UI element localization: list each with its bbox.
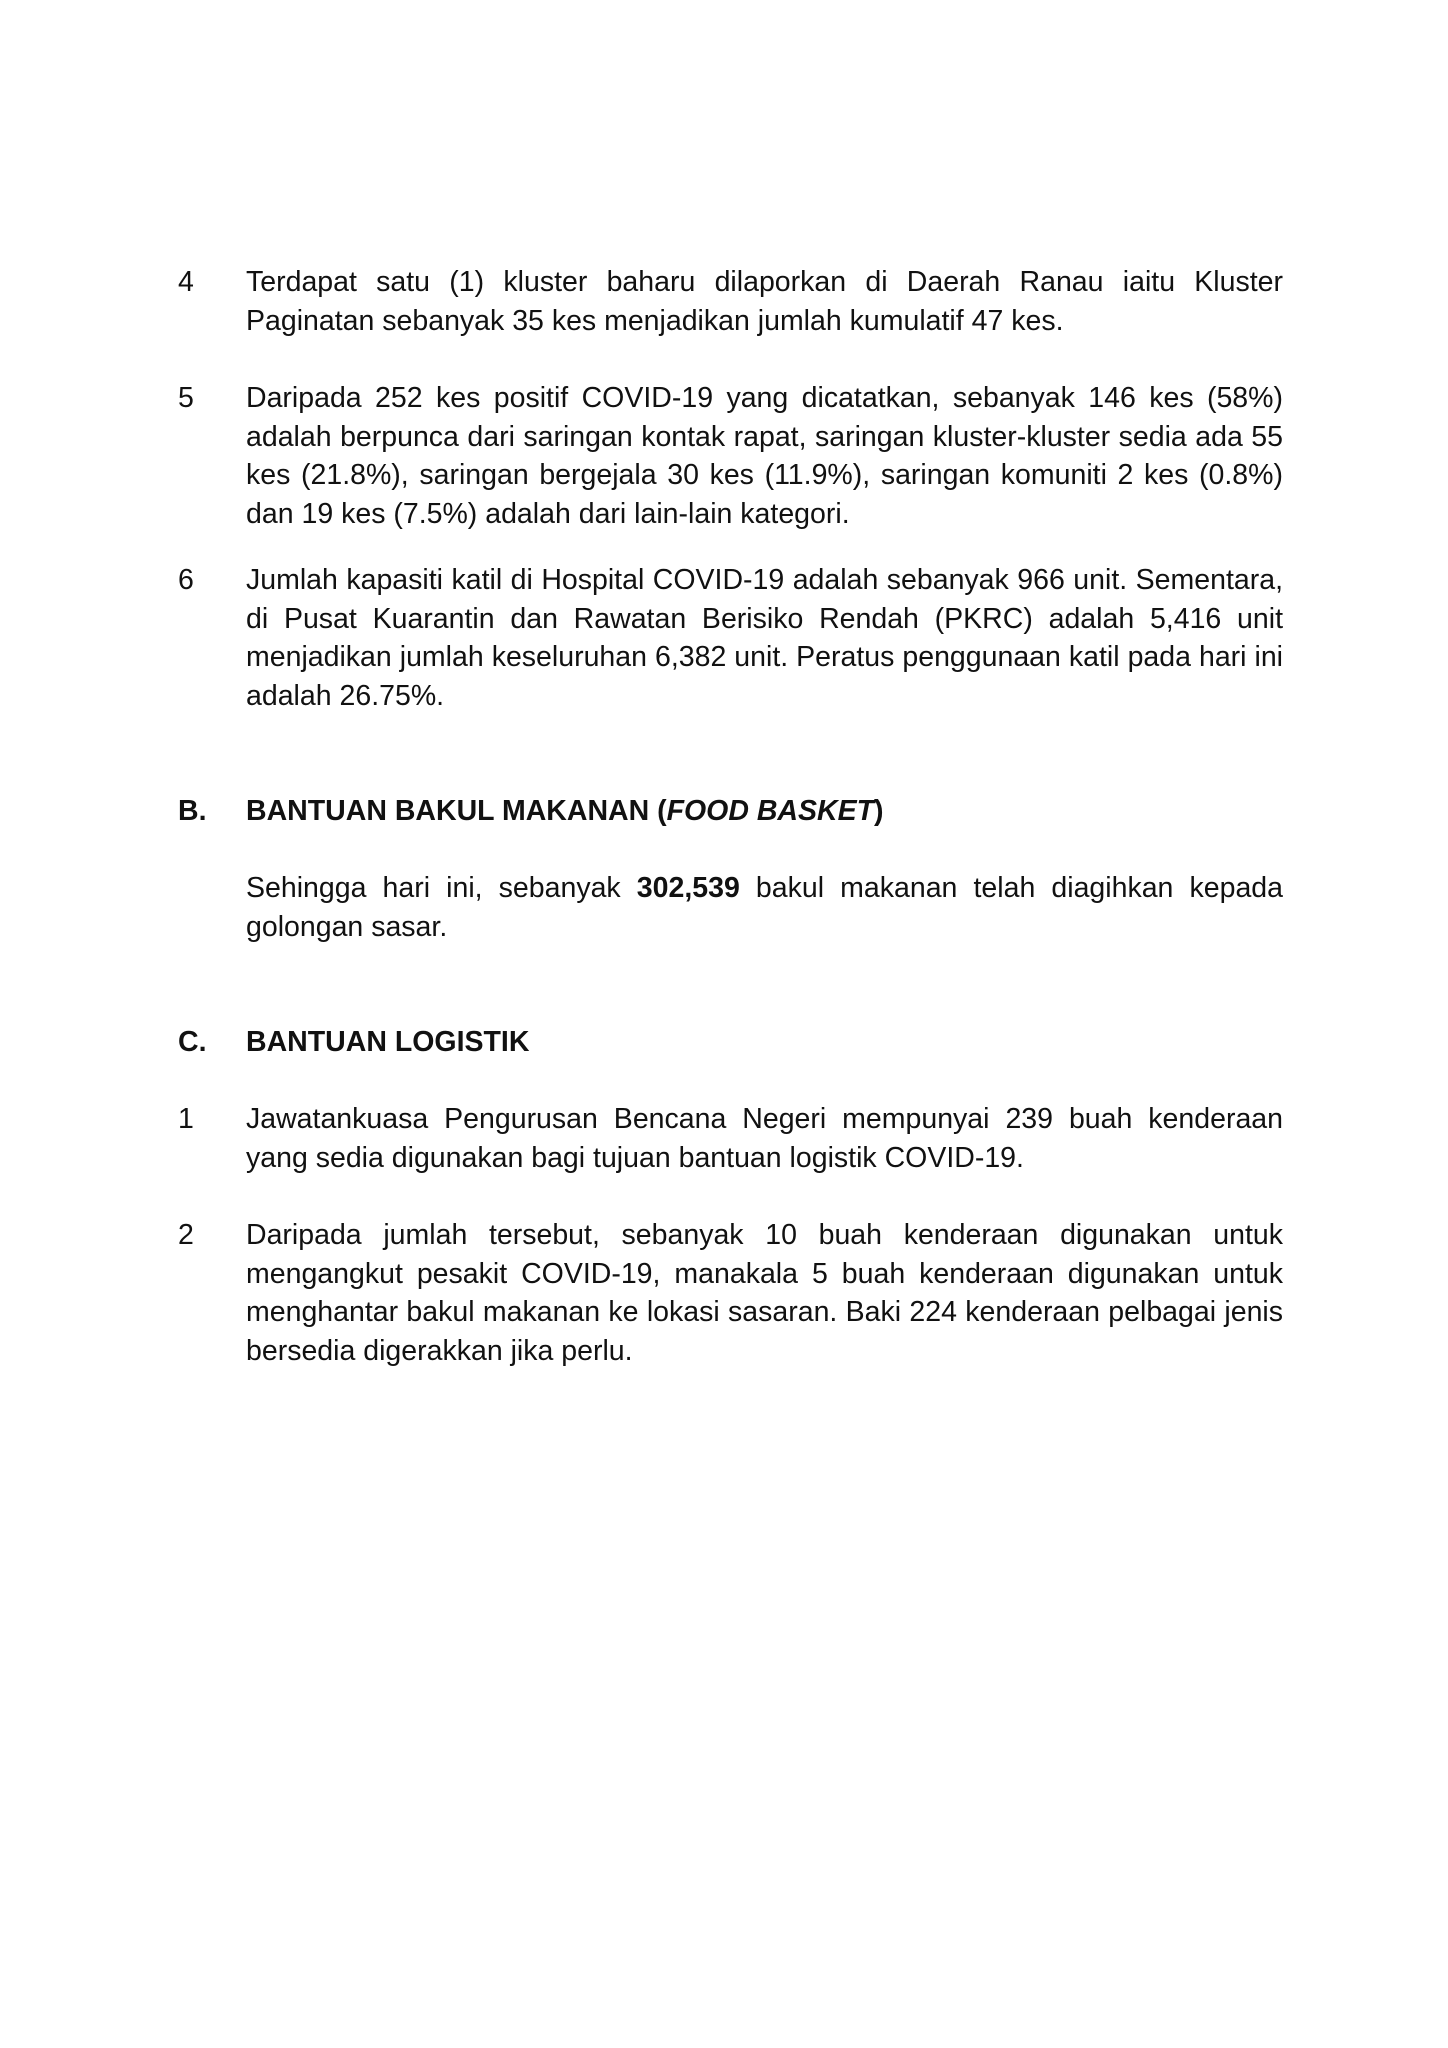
- section-letter: B.: [178, 795, 207, 827]
- section-b-paragraph: [246, 869, 1283, 946]
- item-text: Jawatankuasa Pengurusan Bencana Negeri mempunyai 239 buah kenderaan yang sedia digunakan bagi tujuan bantuan logistik COVID-19.: [246, 1103, 1283, 1174]
- paragraph-text: Sehingga hari ini, sebanyak: [246, 872, 637, 904]
- section-letter: C.: [178, 1026, 207, 1058]
- food-basket-count: 302,539: [636, 872, 740, 904]
- section-title: [246, 792, 1283, 831]
- item-number: 5: [178, 382, 194, 414]
- item-text: Daripada 252 kes positif COVID-19 yang dicatatkan, sebanyak 146 kes (58%) adalah berpunca dari saringan kontak rapat, saringan kluster-kluster sedia ada 55 kes (21.8%), saringan bergejala 30 kes (11.9%), saringan komuniti 2 kes (0.8%) dan 19 kes (7.5%) adalah dari lain-lain kategori.: [246, 382, 1283, 530]
- item-text: Terdapat satu (1) kluster baharu dilaporkan di Daerah Ranau iaitu Kluster Paginatan sebanyak 35 kes menjadikan jumlah kumulatif 47 kes.: [246, 266, 1283, 337]
- item-text: Daripada jumlah tersebut, sebanyak 10 buah kenderaan digunakan untuk mengangkut pesakit COVID-19, manakala 5 buah kenderaan digunakan untuk menghantar bakul makanan ke lokasi sasaran. Baki 224 kenderaan pelbagai jenis bersedia digerakkan jika perlu.: [246, 1219, 1283, 1367]
- section-title-suffix: ): [874, 795, 884, 827]
- item-text: Jumlah kapasiti katil di Hospital COVID-19 adalah sebanyak 966 unit. Sementara, di Pusat Kuarantin dan Rawatan Berisiko Rendah (PKRC) adalah 5,416 unit menjadikan jumlah keseluruhan 6,382 unit. Peratus penggunaan katil pada hari ini adalah 26.75%.: [246, 564, 1283, 712]
- item-number: 1: [178, 1103, 194, 1135]
- section-title-italic: FOOD BASKET: [666, 795, 875, 827]
- item-number: 4: [178, 266, 194, 298]
- section-title: BANTUAN LOGISTIK: [246, 1026, 530, 1058]
- section-title-prefix: BANTUAN BAKUL MAKANAN (: [246, 795, 667, 827]
- paragraph-text: bakul makanan telah diagihkan kepada golongan sasar.: [246, 872, 1283, 943]
- item-number: 2: [178, 1219, 194, 1251]
- item-number: 6: [178, 564, 194, 596]
